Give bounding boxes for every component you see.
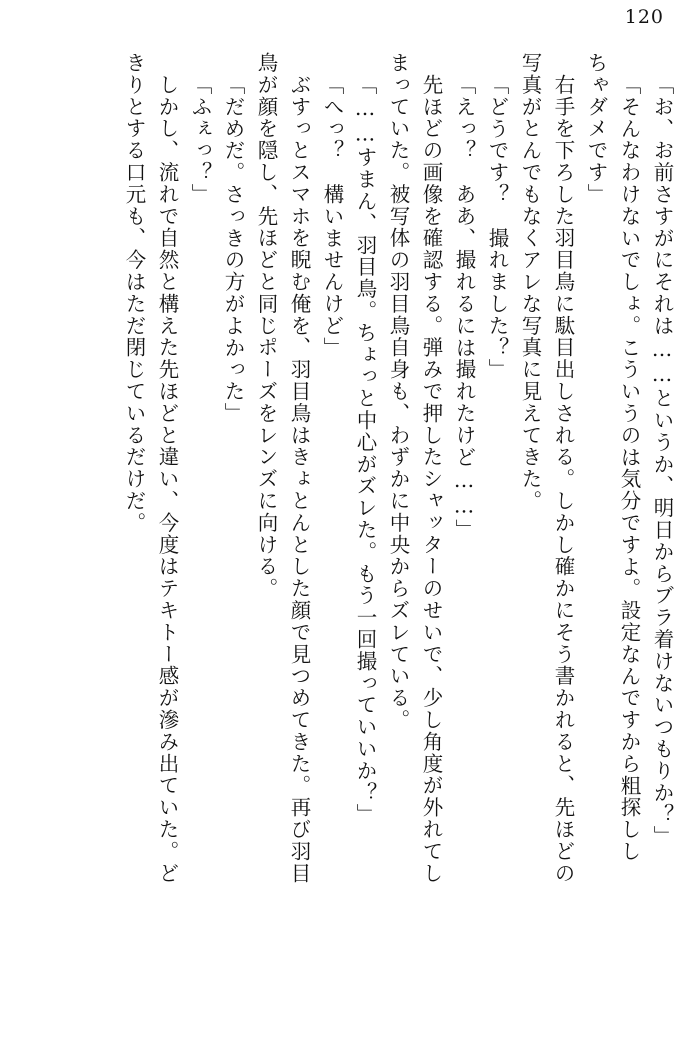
text-line: 「どうです？ 撮れました？」 <box>485 74 509 381</box>
text-line: 鳥が顔を隠し、先ほどと同じポーズをレンズに向ける。 <box>254 52 278 600</box>
vertical-text-body <box>28 52 672 1020</box>
text-line: ぶすっとスマホを睨む俺を、羽目鳥はきょとんとした顔で見つめてきた。再び羽目 <box>287 52 311 885</box>
text-line: 「ふぇっ？」 <box>188 74 212 206</box>
text-line: 「……すまん、羽目鳥。ちょっと中心がズレた。もう一回撮っていいか？」 <box>353 74 377 826</box>
text-line: 写真がとんでもなくアレな写真に見えてきた。 <box>518 52 542 512</box>
text-line: 先ほどの画像を確認する。弾みで押したシャッターのせいで、少し角度が外れてし <box>419 52 443 885</box>
text-line: きりとする口元も、今はただ閉じているだけだ。 <box>122 52 146 534</box>
text-line: 「だめだ。さっきの方がよかった」 <box>221 74 245 425</box>
text-line: 「お、お前さすがにそれは……というか、明日からブラ着けないつもりか？」 <box>650 74 674 848</box>
text-line: 「そんなわけないでしょ。こういうのは気分ですよ。設定なんですから粗探しし <box>617 74 641 863</box>
text-line: 「へっ？ 構いませんけど」 <box>320 74 344 359</box>
text-line: ちゃダメです」 <box>584 52 608 206</box>
text-line: 「えっ？ ああ、撮れるには撮れたけど……」 <box>452 74 476 541</box>
page-number: 120 <box>624 6 664 28</box>
text-line: 右手を下ろした羽目鳥に駄目出しされる。しかし確かにそう書かれると、先ほどの <box>551 52 575 885</box>
text-line: しかし、流れで自然と構えた先ほどと違い、今度はテキトー感が滲み出ていた。ど <box>155 52 179 885</box>
text-line: まっていた。被写体の羽目鳥自身も、わずかに中央からズレている。 <box>386 52 410 731</box>
